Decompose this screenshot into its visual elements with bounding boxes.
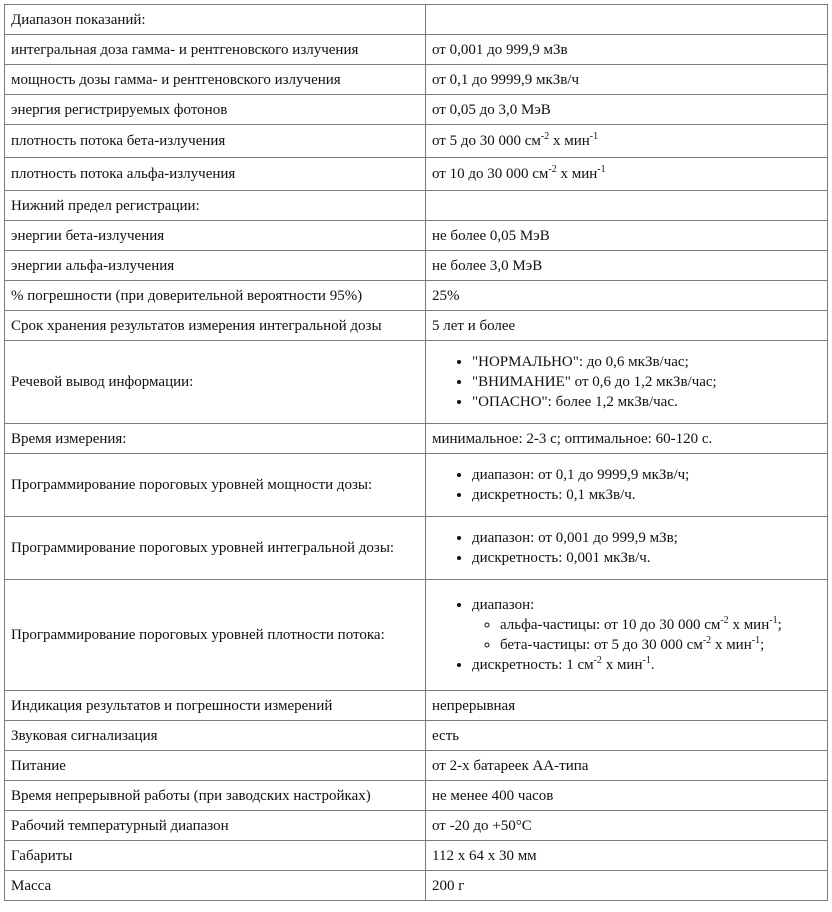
value-cell: не менее 400 часов: [426, 781, 828, 811]
table-row: [5, 158, 828, 191]
value-cell: [426, 125, 828, 158]
value-list: [432, 528, 821, 568]
list-item: • диапазон: от 0,1 до 9999,9 мкЗв/ч;: [472, 465, 821, 485]
value-cell: есть: [426, 721, 828, 751]
value-cell: [426, 158, 828, 191]
table-row: [5, 454, 828, 517]
exponent: -1: [589, 131, 599, 142]
value-text: ;: [777, 617, 782, 633]
table-row: [5, 95, 828, 125]
list-item: [472, 595, 821, 655]
value-text: бета-частицы: от 5 до 30 000 см: [500, 637, 703, 653]
param-cell: Габариты: [5, 841, 426, 871]
value-cell: 112 х 64 х 30 мм: [426, 841, 828, 871]
value-cell: от -20 до +50°С: [426, 811, 828, 841]
value-cell: от 2-х батареек АА-типа: [426, 751, 828, 781]
table-row: [5, 721, 828, 751]
value-text: дискретность: 1 см: [472, 657, 594, 673]
list-item: • "ВНИМАНИЕ" от 0,6 до 1,2 мкЗв/час;: [472, 372, 821, 392]
param-cell: Нижний предел регистрации:: [5, 191, 426, 221]
value-text: ;: [760, 637, 765, 653]
value-cell: [426, 341, 828, 424]
value-text: х мин: [549, 133, 590, 149]
list-item: • "НОРМАЛЬНО": до 0,6 мкЗв/час;: [472, 352, 821, 372]
table-row: [5, 221, 828, 251]
param-cell: Рабочий температурный диапазон: [5, 811, 426, 841]
value-text: .: [650, 657, 655, 673]
param-cell: плотность потока альфа-излучения: [5, 158, 426, 191]
value-cell: [426, 5, 828, 35]
list-item-label: диапазон:: [472, 597, 535, 613]
value-cell: от 0,05 до 3,0 МэВ: [426, 95, 828, 125]
value-cell: 5 лет и более: [426, 311, 828, 341]
value-cell: [426, 580, 828, 691]
param-cell: энергии бета-излучения: [5, 221, 426, 251]
list-item: • "ОПАСНО": более 1,2 мкЗв/час.: [472, 392, 821, 412]
value-cell: 25%: [426, 281, 828, 311]
value-list: [432, 465, 821, 505]
value-cell: непрерывная: [426, 691, 828, 721]
spec-table: [4, 4, 828, 901]
value-text: х мин: [601, 657, 643, 673]
table-row: [5, 751, 828, 781]
param-cell: энергия регистрируемых фотонов: [5, 95, 426, 125]
param-cell: мощность дозы гамма- и рентгеновского излучения: [5, 65, 426, 95]
table-row: [5, 191, 828, 221]
table-row: [5, 35, 828, 65]
param-cell: Срок хранения результатов измерения интегральной дозы: [5, 311, 426, 341]
param-cell: Звуковая сигнализация: [5, 721, 426, 751]
table-row: [5, 65, 828, 95]
list-item: • диапазон: от 0,001 до 999,9 мЗв;: [472, 528, 821, 548]
exponent: -2: [702, 635, 712, 646]
param-cell: Питание: [5, 751, 426, 781]
value-cell: не более 3,0 МэВ: [426, 251, 828, 281]
param-cell: Программирование пороговых уровней плотности потока:: [5, 580, 426, 691]
table-row: [5, 811, 828, 841]
value-text: от 10 до 30 000 см: [432, 166, 549, 182]
exponent: -1: [642, 655, 651, 666]
table-row: [5, 691, 828, 721]
table-row: [5, 781, 828, 811]
table-row: [5, 125, 828, 158]
table-row: [5, 311, 828, 341]
value-cell: минимальное: 2-3 с; оптимальное: 60-120 с.: [426, 424, 828, 454]
sub-list-item: [500, 635, 821, 655]
param-cell: плотность потока бета-излучения: [5, 125, 426, 158]
param-cell: Речевой вывод информации:: [5, 341, 426, 424]
table-row: [5, 841, 828, 871]
table-row: [5, 5, 828, 35]
table-row: [5, 580, 828, 691]
table-row: [5, 871, 828, 901]
list-item: • дискретность: 0,001 мкЗв/ч.: [472, 548, 821, 568]
param-cell: Программирование пороговых уровней мощности дозы:: [5, 454, 426, 517]
exponent: -2: [548, 164, 557, 175]
param-cell: энергии альфа-излучения: [5, 251, 426, 281]
table-row: [5, 251, 828, 281]
table-row: [5, 424, 828, 454]
value-list: [432, 352, 821, 412]
exponent: -2: [540, 131, 550, 142]
param-cell: Время измерения:: [5, 424, 426, 454]
param-cell: интегральная доза гамма- и рентгеновского излучения: [5, 35, 426, 65]
value-cell: 200 г: [426, 871, 828, 901]
sub-list-item: [500, 615, 821, 635]
value-text: х мин: [711, 637, 752, 653]
param-cell: % погрешности (при доверительной вероятности 95%): [5, 281, 426, 311]
value-text: х мин: [728, 617, 770, 633]
sub-list: [472, 615, 821, 655]
table-row: [5, 341, 828, 424]
param-cell: Масса: [5, 871, 426, 901]
value-cell: не более 0,05 МэВ: [426, 221, 828, 251]
value-text: альфа-частицы: от 10 до 30 000 см: [500, 617, 721, 633]
value-cell: от 0,1 до 9999,9 мкЗв/ч: [426, 65, 828, 95]
param-cell: Диапазон показаний:: [5, 5, 426, 35]
list-item: • дискретность: 0,1 мкЗв/ч.: [472, 485, 821, 505]
table-row: [5, 517, 828, 580]
value-cell: от 0,001 до 999,9 мЗв: [426, 35, 828, 65]
value-cell: [426, 191, 828, 221]
exponent: -1: [751, 635, 761, 646]
value-cell: [426, 454, 828, 517]
param-cell: Программирование пороговых уровней интегральной дозы:: [5, 517, 426, 580]
value-list: [432, 595, 821, 675]
value-cell: [426, 517, 828, 580]
exponent: -1: [769, 615, 778, 626]
list-item: [472, 655, 821, 675]
exponent: -1: [597, 164, 606, 175]
value-text: от 5 до 30 000 см: [432, 133, 541, 149]
exponent: -2: [593, 655, 602, 666]
exponent: -2: [720, 615, 729, 626]
table-row: [5, 281, 828, 311]
value-text: х мин: [556, 166, 598, 182]
param-cell: Время непрерывной работы (при заводских настройках): [5, 781, 426, 811]
param-cell: Индикация результатов и погрешности измерений: [5, 691, 426, 721]
